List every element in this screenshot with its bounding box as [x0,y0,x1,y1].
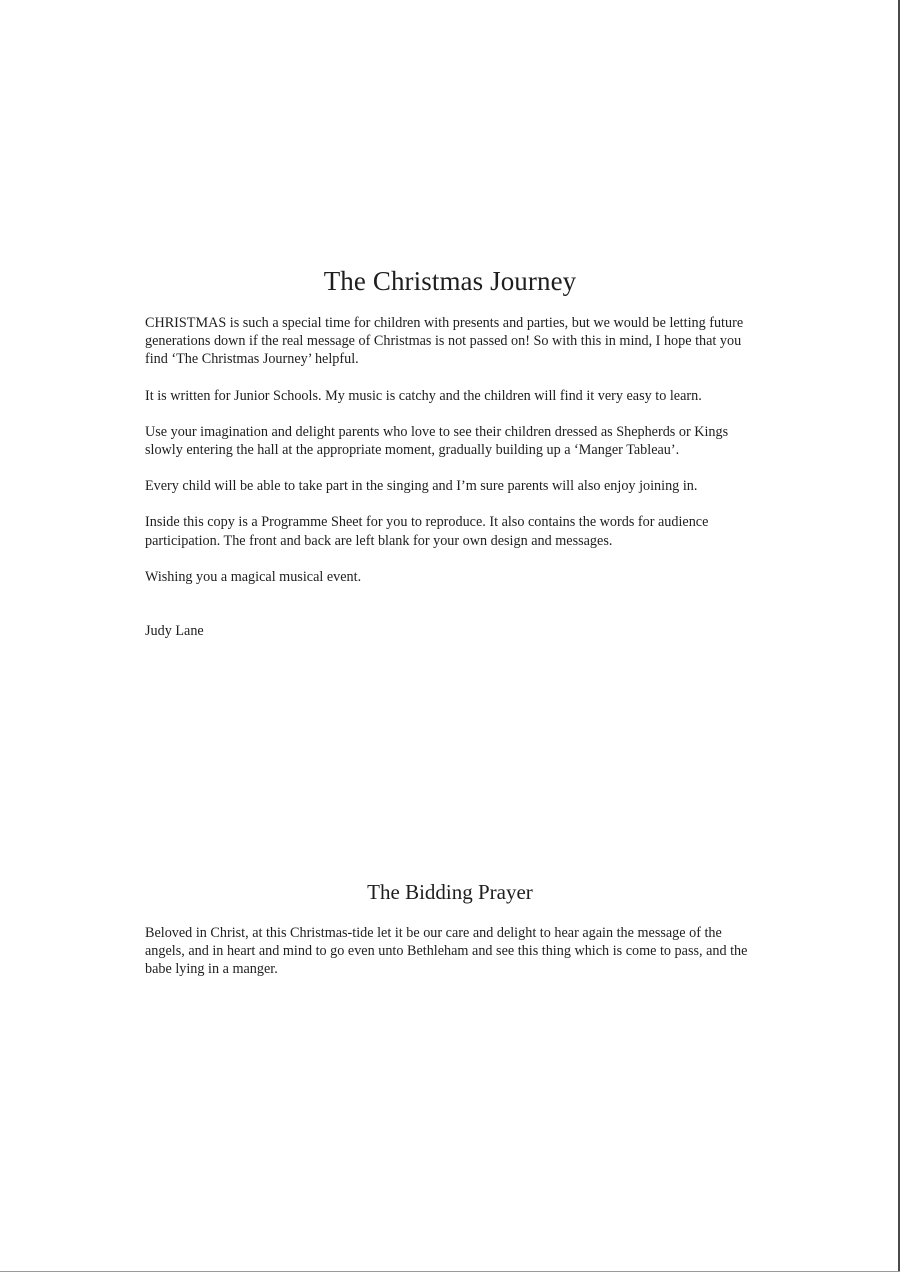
intro-paragraph: CHRISTMAS is such a special time for children with presents and parties, but we would be letting future generations down if the real message of Christmas is not passed on! So with this in mind, I hope that you find ‘The Christmas Journey’ helpful. [145,315,744,368]
intro-paragraph: Use your imagination and delight parents who love to see their children dressed as Shepherds or Kings slowly entering the hall at the appropriate moment, gradually building up a ‘Manger Tableau’. [145,423,729,459]
intro-paragraph: It is written for Junior Schools. My music is catchy and the children will find it very easy to learn. [145,387,702,404]
prayer-title: The Bidding Prayer [367,880,533,904]
author-signature: Judy Lane [145,623,204,640]
intro-paragraph: Wishing you a magical musical event. [145,568,362,585]
prayer-paragraph: Beloved in Christ, at this Christmas-tide let it be our care and delight to hear again the message of the angels, and in heart and mind to go even unto Bethleham and see this thing which is come to pass, and the babe lying in a manger. [145,925,748,978]
intro-paragraph: Every child will be able to take part in the singing and I’m sure parents will also enjoy joining in. [145,478,698,495]
page-title: The Christmas Journey [323,266,577,296]
intro-section [145,266,755,640]
prayer-section [145,880,755,997]
intro-paragraph: Inside this copy is a Programme Sheet for you to reproduce. It also contains the words for audience participation. The front and back are left blank for your own design and messages. [145,514,709,549]
